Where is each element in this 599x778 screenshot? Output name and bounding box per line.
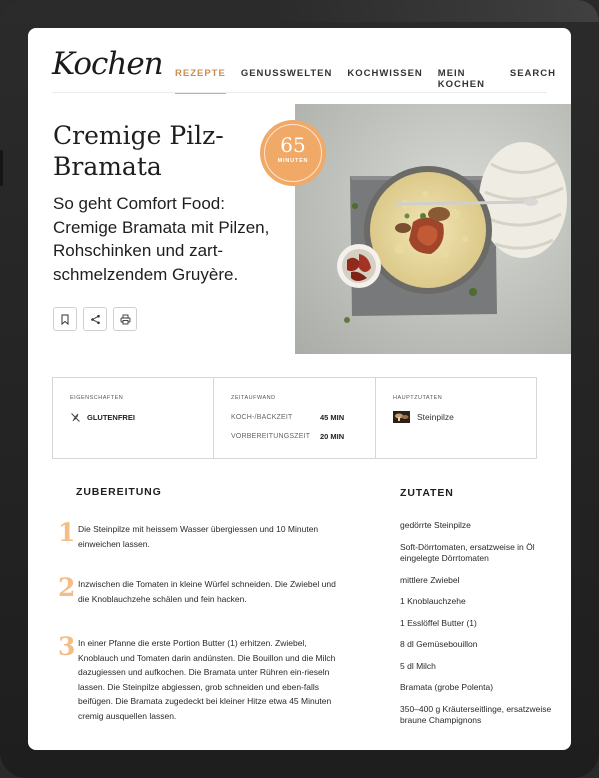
nav-item-rezepte[interactable]: REZEPTE (175, 68, 226, 94)
ingredient-item: gedörrte Steinpilze (400, 520, 471, 530)
share-icon (90, 314, 101, 325)
info-key-vorbereitungszeit: VORBEREITUNGSZEIT (231, 433, 311, 440)
ingredient-item: 1 Esslöffel Butter (1) (400, 617, 477, 628)
step-number: 1 (58, 518, 76, 547)
recipe-actions (53, 307, 143, 331)
ingredient-item: Bramata (grobe Polenta) (400, 682, 494, 692)
ingredient-item: 350–400 g Kräuterseitlinge, ersatzweise braune Champignons (400, 703, 552, 725)
nav-item-genusswelten[interactable]: GENUSSWELTEN (240, 68, 333, 79)
info-zeitaufwand (214, 378, 376, 458)
header-divider (52, 92, 547, 93)
frame-glare (270, 0, 599, 22)
info-heading-zeitaufwand: ZEITAUFWAND (231, 395, 276, 401)
gluten-free-icon (70, 412, 81, 423)
print-button[interactable] (113, 307, 137, 331)
info-hauptzutaten (376, 378, 536, 458)
nav-item-kochwissen[interactable]: KOCHWISSEN (347, 68, 423, 79)
recipe-title: Cremige Pilz-Bramata (53, 121, 224, 181)
info-row-glutenfrei (70, 412, 135, 423)
main-nav (175, 68, 571, 94)
step-3 (58, 634, 348, 734)
site-header (28, 28, 571, 94)
info-value-vorbereitungszeit: 20 MIN (320, 432, 345, 441)
ingredient-item: 1 Knoblauchzehe (400, 596, 466, 606)
bookmark-button[interactable] (53, 307, 77, 331)
info-key-kochzeit: KOCH-/BACKZEIT (231, 414, 293, 421)
recipe-subtitle: So geht Comfort Food: Cremige Bramata mit Pilzen, Rohschinken und zart-schmelzendem Gruyère. (53, 194, 270, 284)
bookmark-icon (60, 314, 70, 325)
ingredients-list (400, 520, 565, 737)
step-2 (58, 575, 348, 615)
share-button[interactable] (83, 307, 107, 331)
nav-item-mein-kochen[interactable]: MEIN KOCHEN (437, 68, 485, 90)
food-photo-illustration (295, 104, 571, 354)
step-text: Inzwischen die Tomaten in kleine Würfel schneiden. Die Zwiebel und die Knoblauchzehe schälen und fein hacken. (78, 579, 336, 604)
info-value-glutenfrei: GLUTENFREI (87, 413, 135, 422)
recipe-info-box (52, 377, 537, 459)
ingredients-title: ZUTATEN (400, 487, 454, 499)
info-value-kochzeit: 45 MIN (320, 413, 345, 422)
ingredient-item: Soft-Dörrtomaten, ersatzweise in Öl eingelegte Dörrtomaten (400, 541, 535, 563)
info-heading-hauptzutaten: HAUPTZUTATEN (393, 395, 443, 401)
nav-item-search[interactable]: SEARCH (509, 68, 556, 79)
info-row-vorbereitungszeit (231, 432, 344, 441)
steinpilze-thumbnail (393, 411, 410, 423)
recipe-photo (295, 104, 571, 354)
print-icon (120, 314, 131, 325)
step-number: 3 (58, 632, 76, 661)
info-value-steinpilze: Steinpilze (417, 412, 454, 422)
badge-unit: MINUTEN (277, 158, 309, 164)
ingredient-item: mittlere Zwiebel (400, 574, 460, 585)
info-heading-eigenschaften: EIGENSCHAFTEN (70, 395, 124, 401)
ingredient-item: 8 dl Gemüsebouillon (400, 639, 478, 649)
info-eigenschaften (53, 378, 214, 458)
time-badge (260, 120, 326, 186)
step-text: Die Steinpilze mit heissem Wasser übergiessen und 10 Minuten einweichen lassen. (78, 524, 319, 549)
step-1 (58, 520, 348, 560)
info-row-steinpilze (393, 411, 454, 423)
badge-minutes: 65 (280, 133, 306, 157)
step-number: 2 (58, 573, 76, 602)
site-logo[interactable]: Kochen (52, 46, 163, 82)
ingredient-item: 5 dl Milch (400, 660, 436, 671)
screen (28, 28, 571, 750)
step-text: In einer Pfanne die erste Portion Butter (1) erhitzen. Zwiebel, Knoblauch und Tomaten darin andünsten. Die Bouillon und die Milch dazugiessen und aufkochen. Die Bramata unter Rühren ein-rieseln lassen. Die Steinpilze abgiessen, grob schneiden und eben-falls beifügen. Die Bramata zugedeckt bei kleiner Hitze etwa 45 Minuten cremig ausquellen lassen. (78, 638, 336, 721)
info-row-kochzeit (231, 413, 344, 422)
preparation-title: ZUBEREITUNG (76, 486, 162, 498)
side-button (0, 150, 3, 186)
